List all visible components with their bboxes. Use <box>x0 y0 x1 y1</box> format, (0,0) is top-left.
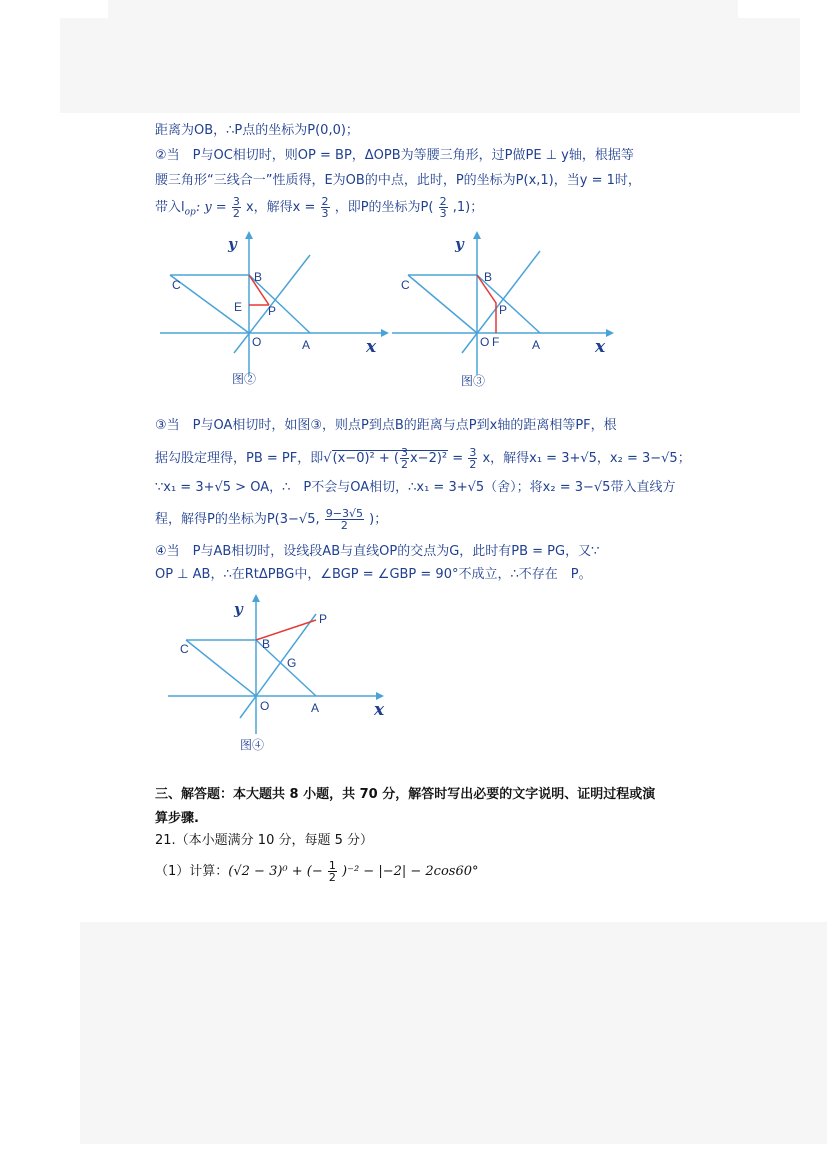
fig4-C: C <box>180 642 189 656</box>
fig4-P: P <box>319 612 328 626</box>
fig4-A: A <box>311 701 320 715</box>
fig3-O: O <box>480 335 490 349</box>
fig2-O: O <box>252 335 262 349</box>
text-line-1: 距离为OB，∴P点的坐标为P(0,0)； <box>155 123 359 138</box>
fig3-F: F <box>492 335 500 349</box>
text-line-3: 腰三角形“三线合一”性质得，E为OB的中点，此时，P的坐标为P(x,1)，当y = 1时， <box>155 173 641 188</box>
section-title: 三、解答题：本大题共 8 小题，共 70 分，解答时写出必要的文字说明、证明过程或演 <box>155 787 656 802</box>
fig2-B: B <box>254 270 263 284</box>
text-line-8: 程，解得P的坐标为P(3−√5, $\frac{9-3√5}{2}$ )； <box>155 507 388 532</box>
fig3-C: C <box>401 278 410 292</box>
fig3-B: B <box>484 270 493 284</box>
fig3-x-label: x <box>595 337 606 357</box>
question-21-1: （1）计算：(√2 − 3)⁰ + (− $\frac{1}{2}$ )⁻² − |−2| − 2cos60° <box>155 859 479 884</box>
section-title-cont: 算步骤. <box>155 811 199 826</box>
fig2-caption: 图② <box>232 372 257 386</box>
figures-row-1 <box>0 225 827 395</box>
fig2-P: P <box>268 304 277 318</box>
fig2-x-label: x <box>366 337 377 357</box>
top-shade-strip <box>108 0 738 18</box>
text-line-2: ②当 P与OC相切时，则OP = BP，ΔOPB为等腰三角形，过P做PE ⊥ y轴，根据等 <box>155 148 634 163</box>
question-21: 21.（本小题满分 10 分，每题 5 分） <box>155 833 374 848</box>
fig3-P: P <box>499 303 508 317</box>
figure-4 <box>0 592 827 762</box>
fig4-O: O <box>260 699 270 713</box>
fig3-A: A <box>532 338 541 352</box>
top-shade <box>60 18 800 113</box>
fig3-caption: 图③ <box>461 374 486 388</box>
text-line-9: ④当 P与AB相切时，设线段AB与直线OP的交点为G，此时有PB = PG，又∵ <box>155 544 600 559</box>
text-line-4: 带入$l_{op}$: y = $\frac{3}{2}$ x，解得x = $\frac{2}{3}$ ，即P的坐标为P( $\frac{2}{3}$ ,1)； <box>155 195 484 220</box>
text-line-5: ③当 P与OA相切时，如图③，则点P到点B的距离与点P到x轴的距离相等PF，根 <box>155 418 617 433</box>
fig3-y-label: y <box>455 235 464 253</box>
fig2-A: A <box>302 338 311 352</box>
fig2-y-label: y <box>228 235 237 253</box>
bottom-shade <box>80 922 827 1144</box>
text-line-6: 据勾股定理得，PB = PF，即√(x−0)² + ( $\frac{3}{2}$ x−2)² = $\frac{3}{2}$ x，解得x₁ = 3+√5，x₂ = 3−√5； <box>155 446 691 471</box>
fig4-x-label: x <box>374 700 385 720</box>
fig2-C: C <box>172 278 181 292</box>
fig4-caption: 图④ <box>240 738 265 752</box>
fig4-G: G <box>287 656 297 670</box>
fig2-E: E <box>234 300 243 314</box>
text-line-7: ∵x₁ = 3+√5 > OA，∴ P不会与OA相切，∴x₁ = 3+√5（舍）；将x₂ = 3−√5带入直线方 <box>155 480 676 495</box>
fig4-y-label: y <box>234 600 243 618</box>
fig4-B: B <box>262 637 271 651</box>
text-line-10: OP ⊥ AB，∴在RtΔPBG中，∠BGP = ∠GBP = 90°不成立，∴不存在 P。 <box>155 567 592 582</box>
